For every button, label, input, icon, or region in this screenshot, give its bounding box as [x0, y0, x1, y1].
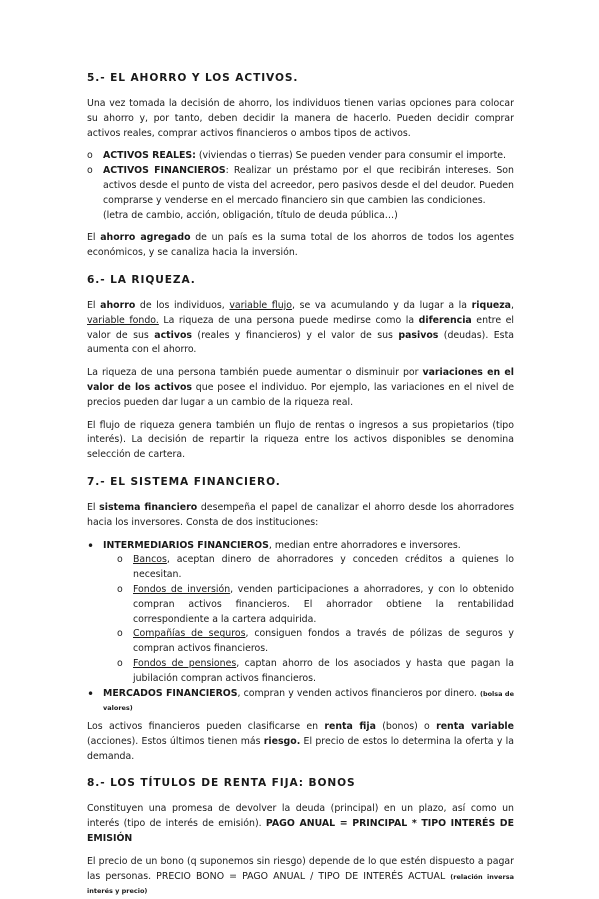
list-item-bancos: o Bancos, aceptan dinero de ahorradores y conceden créditos a quienes lo necesitan.: [117, 554, 514, 581]
section-6-heading: 6.- LA RIQUEZA.: [87, 273, 196, 286]
list-item-companias-seguros: o Compañías de seguros, consiguen fondos a través de pólizas de seguros y compran activos financieros.: [117, 628, 514, 655]
bullet-icon: •: [87, 686, 95, 701]
list-item-intermediarios: • INTERMEDIARIOS FINANCIEROS, median entre ahorradores e inversores.: [87, 538, 461, 553]
bonos-paragraph-2: El precio de un bono (q suponemos sin riesgo) depende de lo que estén dispuesto a pagar las personas. PRECIO BONO = PAGO ANUAL / TIPO DE INTERÉS ACTUAL (relación inversa interés y precio): [87, 855, 514, 896]
institutions-list: [87, 539, 514, 554]
bullet-icon: •: [87, 538, 95, 553]
intermediarios-sublist: [87, 553, 514, 686]
section-5-heading: 5.- EL AHORRO Y LOS ACTIVOS.: [87, 72, 299, 84]
circle-bullet-icon: o: [87, 150, 93, 162]
section-5-intro: Una vez tomada la decisión de ahorro, los individuos tienen varias opciones para colocar su ahorro y, por tanto, deben decidir la manera de hacerlo. Pueden decidir comprar activos reales, comprar activos financieros o ambos tipos de activos.: [87, 98, 514, 139]
riqueza-paragraph-1: El ahorro de los individuos, variable flujo, se va acumulando y da lugar a la riqueza, variable fondo. La riqueza de una persona puede medirse como la diferencia entre el valor de sus activos (reales y financieros) y el valor de sus pasivos (deudas). Esta aumenta con el ahorro.: [87, 299, 515, 356]
circle-bullet-icon: o: [87, 165, 93, 177]
list-item-fondos-inversion: o Fondos de inversión, venden participaciones a ahorradores, y con lo obtenido compran activos financieros. El ahorrador obtiene la rentabilidad correspondiente a la cartera adquirida.: [117, 583, 514, 625]
circle-bullet-icon: o: [117, 628, 123, 640]
asset-types-list: [87, 149, 514, 223]
section-7-heading: 7.- EL SISTEMA FINANCIERO.: [87, 475, 281, 488]
circle-bullet-icon: o: [117, 554, 123, 566]
section-8-heading: 8.- LOS TÍTULOS DE RENTA FIJA: BONOS: [87, 777, 356, 790]
list-item-mercados: • MERCADOS FINANCIEROS, compran y venden activos financieros por dinero. (bolsa de valores): [87, 686, 514, 713]
circle-bullet-icon: o: [117, 657, 123, 669]
list-item-activos-financieros: o ACTIVOS FINANCIEROS: Realizar un préstamo por el que recibirán intereses. Son activos desde el punto de vista del acreedor, pero pasivos desde el del deudor. Pueden comprarse y venderse en el mercado financiero sin que cambien las condiciones. (letra de cambio, acción, obligación, título de deuda pública…): [87, 165, 514, 221]
ahorro-agregado-paragraph: El ahorro agregado de un país es la suma total de los ahorros de todos los agentes económicos, y se canaliza hacia la inversión.: [87, 232, 514, 259]
sistema-financiero-paragraph: El sistema financiero desempeña el papel de canalizar el ahorro desde los ahorradores hacia los inversores. Consta de dos instituciones:: [87, 501, 515, 528]
riqueza-paragraph-2: La riqueza de una persona también puede aumentar o disminuir por variaciones en el valor de los activos que posee el individuo. Por ejemplo, las variaciones en el nivel de precios pueden dar lugar a un cambio de la riqueza real.: [87, 367, 515, 408]
list-item-fondos-pensiones: o Fondos de pensiones, captan ahorro de los asociados y hasta que pagan la jubilación compran activos financieros.: [117, 657, 514, 684]
renta-paragraph: Los activos financieros pueden clasificarse en renta fija (bonos) o renta variable (acciones). Estos últimos tienen más riesgo. El precio de estos lo determina la oferta y la demanda.: [87, 721, 514, 762]
document-body: [87, 70, 514, 899]
circle-bullet-icon: o: [117, 583, 123, 595]
list-item-activos-reales: o ACTIVOS REALES: (viviendas o tierras) Se pueden vender para consumir el importe.: [87, 149, 514, 164]
institutions-list-2: [87, 687, 514, 717]
riqueza-paragraph-3: El flujo de riqueza genera también un flujo de rentas o ingresos a sus propietarios (tipo interés). La decisión de repartir la riqueza entre los activos disponibles se denomina selección de cartera.: [87, 419, 514, 461]
bonos-paragraph-1: Constituyen una promesa de devolver la deuda (principal) en un plazo, así como un interés (tipo de interés de emisión). PAGO ANUAL = PRINCIPAL * TIPO INTERÉS DE EMISIÓN: [87, 803, 514, 845]
